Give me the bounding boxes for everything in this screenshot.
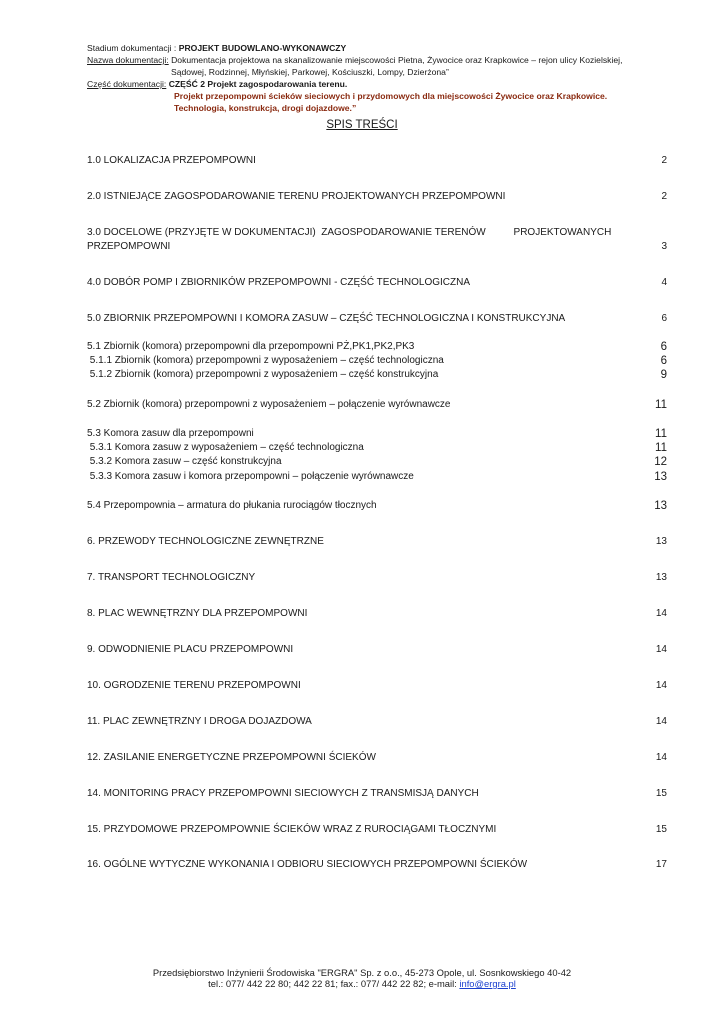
toc-entry-text: 4.0 DOBÓR POMP I ZBIORNIKÓW PRZEPOMPOWNI - CZĘŚĆ TECHNOLOGICZNA: [87, 277, 471, 288]
toc-entry-page: 14: [655, 752, 667, 763]
document-header: [87, 42, 687, 114]
toc-entry-page: 13: [655, 572, 667, 583]
part-value: CZĘŚĆ 2 Projekt zagospodarowania terenu.: [168, 79, 348, 89]
toc-entry[interactable]: [87, 154, 667, 168]
toc-subsection-5-4: [87, 499, 667, 513]
toc-subentry[interactable]: [87, 441, 667, 455]
toc-entry-page: 14: [655, 644, 667, 655]
toc-entry[interactable]: [87, 751, 667, 765]
toc-subentry[interactable]: [87, 398, 667, 412]
footer-contact-text: tel.: 077/ 442 22 80; 442 22 81; fax.: 077/ 442 22 82; e-mail:: [208, 978, 460, 989]
toc-entry[interactable]: [87, 823, 667, 837]
toc-subsection-5-2: [87, 398, 667, 412]
toc-subentry-text: 5.3.2 Komora zasuw – część konstrukcyjna: [87, 456, 282, 468]
footer-email-link[interactable]: info@ergra.pl: [459, 978, 516, 989]
toc-entry[interactable]: [87, 679, 667, 693]
toc-subentry-page: 6: [660, 341, 667, 353]
toc-entry-text: 8. PLAC WEWNĘTRZNY DLA PRZEPOMPOWNI: [87, 608, 308, 619]
toc-subentry[interactable]: [87, 499, 667, 513]
toc-subentry-text: 5.1 Zbiornik (komora) przepompowni dla przepompowni PŻ,PK1,PK2,PK3: [87, 341, 415, 352]
stage-label: Stadium dokumentacji :: [87, 43, 177, 53]
page-footer: [0, 967, 724, 989]
toc-entry-text: 10. OGRODZENIE TERENU PRZEPOMPOWNI: [87, 680, 301, 691]
toc-entry-page: 3: [661, 241, 667, 252]
toc-entry-text: 6. PRZEWODY TECHNOLOGICZNE ZEWNĘTRZNE: [87, 536, 324, 547]
part-desc-line-2: Technologia, konstrukcja, drogi dojazdowe.”: [174, 103, 357, 113]
toc-subentry[interactable]: [87, 427, 667, 441]
toc-subentry-page: 11: [655, 428, 667, 440]
toc-subentry-page: 6: [660, 355, 667, 368]
toc-entry-page: 2: [661, 191, 667, 202]
toc-subentry-text: 5.4 Przepompownia – armatura do płukania rurociągów tłocznych: [87, 500, 377, 511]
toc-subentry-page: 11: [655, 399, 667, 411]
toc-entry-text: 2.0 ISTNIEJĄCE ZAGOSPODAROWANIE TERENU PROJEKTOWANYCH PRZEPOMPOWNI: [87, 191, 506, 202]
toc-subentry-text: 5.2 Zbiornik (komora) przepompowni z wyposażeniem – połączenie wyrównawcze: [87, 399, 451, 410]
toc-entry[interactable]: [87, 571, 667, 585]
toc-title: SPIS TREŚCI: [326, 119, 398, 131]
toc-entry[interactable]: [87, 607, 667, 621]
stage-value: PROJEKT BUDOWLANO-WYKONAWCZY: [178, 43, 347, 53]
toc-subentry-text: 5.1.2 Zbiornik (komora) przepompowni z wyposażeniem – część konstrukcyjna: [87, 369, 439, 381]
toc-subentry[interactable]: [87, 470, 667, 484]
part-row: [87, 78, 687, 90]
toc-subentry-text: 5.3.1 Komora zasuw z wyposażeniem – część technologiczna: [87, 442, 364, 454]
name-label: Nazwa dokumentacji:: [87, 55, 169, 65]
toc-entry-page: 13: [655, 536, 667, 547]
toc-entry-page: 14: [655, 680, 667, 691]
toc-entry-text-line-2: PRZEPOMPOWNI: [87, 241, 171, 252]
toc-subentry-text: 5.1.1 Zbiornik (komora) przepompowni z wyposażeniem – część technologiczna: [87, 355, 444, 367]
footer-company-line: Przedsiębiorstwo Inżynierii Środowiska "ERGRA" Sp. z o.o., 45-273 Opole, ul. Sosnkowskiego 40-42: [152, 967, 572, 978]
part-label: Część dokumentacji:: [87, 79, 167, 89]
toc-entry-page: 6: [661, 313, 667, 324]
name-row: [87, 54, 687, 66]
name-value-line-2: Sądowej, Rodzinnej, Młyńskiej, Parkowej, Kościuszki, Lompy, Dzierżona”: [171, 67, 449, 77]
toc-entry[interactable]: [87, 643, 667, 657]
toc-entry-text: 14. MONITORING PRACY PRZEPOMPOWNI SIECIOWYCH Z TRANSMISJĄ DANYCH: [87, 788, 479, 799]
stage-row: [87, 42, 687, 54]
toc-entry[interactable]: [87, 787, 667, 801]
toc-subentry-page: 13: [654, 470, 667, 483]
toc-entry[interactable]: [87, 312, 667, 326]
toc-entry-text: 12. ZASILANIE ENERGETYCZNE PRZEPOMPOWNI ŚCIEKÓW: [87, 752, 376, 763]
toc-entry-text: 16. OGÓLNE WYTYCZNE WYKONANIA I ODBIORU SIECIOWYCH PRZEPOMPOWNI ŚCIEKÓW: [87, 859, 528, 870]
toc-entry-text: 9. ODWODNIENIE PLACU PRZEPOMPOWNI: [87, 644, 294, 655]
toc-entry[interactable]: [87, 276, 667, 290]
toc-entry-page: 14: [655, 716, 667, 727]
toc-entry[interactable]: [87, 190, 667, 204]
toc-subentry[interactable]: [87, 340, 667, 354]
toc-subentry-page: 13: [654, 500, 667, 512]
toc-subsection-5-1: [87, 340, 667, 383]
toc-entry-page: 2: [661, 155, 667, 166]
toc-subentry[interactable]: [87, 455, 667, 469]
toc-entry[interactable]: [87, 226, 667, 254]
toc-entry-text: 5.0 ZBIORNIK PRZEPOMPOWNI I KOMORA ZASUW – CZĘŚĆ TECHNOLOGICZNA I KONSTRUKCYJNA: [87, 313, 566, 324]
toc-entry-page: 15: [655, 824, 667, 835]
toc-subentry[interactable]: [87, 354, 667, 368]
toc-entry-text-line-1: 3.0 DOCELOWE (PRZYJĘTE W DOKUMENTACJI) ZAGOSPODAROWANIE TERENÓW PROJEKTOWANYCH: [87, 227, 612, 238]
toc-entry[interactable]: [87, 535, 667, 549]
toc-subsection-5-3: [87, 427, 667, 484]
toc-subentry-text: 5.3.3 Komora zasuw i komora przepompowni – połączenie wyrównawcze: [87, 470, 414, 482]
part-desc-line-1: Projekt przepompowni ścieków sieciowych i przydomowych dla miejscowości Żywocice oraz Krapkowice.: [174, 91, 608, 101]
toc-subentry-page: 12: [654, 456, 667, 469]
toc-entry-text: 15. PRZYDOMOWE PRZEPOMPOWNIE ŚCIEKÓW WRAZ Z RUROCIĄGAMI TŁOCZNYMI: [87, 824, 497, 835]
toc-entry-page: 14: [655, 608, 667, 619]
name-value-line-1: Dokumentacja projektowa na skanalizowanie miejscowości Pietna, Żywocice oraz Krapkowice – rejon ulicy Kozielskiej,: [171, 55, 623, 65]
toc-subentry-page: 11: [655, 442, 667, 455]
toc-entry-page: 17: [655, 859, 667, 870]
toc-subentry-page: 9: [660, 369, 667, 382]
toc-entry[interactable]: [87, 858, 667, 872]
toc-entry-text: 11. PLAC ZEWNĘTRZNY I DROGA DOJAZDOWA: [87, 716, 312, 727]
toc-entry[interactable]: [87, 715, 667, 729]
toc-entry-page: 15: [655, 788, 667, 799]
toc-entry-page: 4: [661, 277, 667, 288]
toc-entry-text: 7. TRANSPORT TECHNOLOGICZNY: [87, 572, 256, 583]
toc-subentry[interactable]: [87, 368, 667, 382]
footer-contact-line: [0, 978, 724, 989]
toc-subentry-text: 5.3 Komora zasuw dla przepompowni: [87, 428, 254, 439]
toc-entry-text: 1.0 LOKALIZACJA PRZEPOMPOWNI: [87, 155, 256, 166]
